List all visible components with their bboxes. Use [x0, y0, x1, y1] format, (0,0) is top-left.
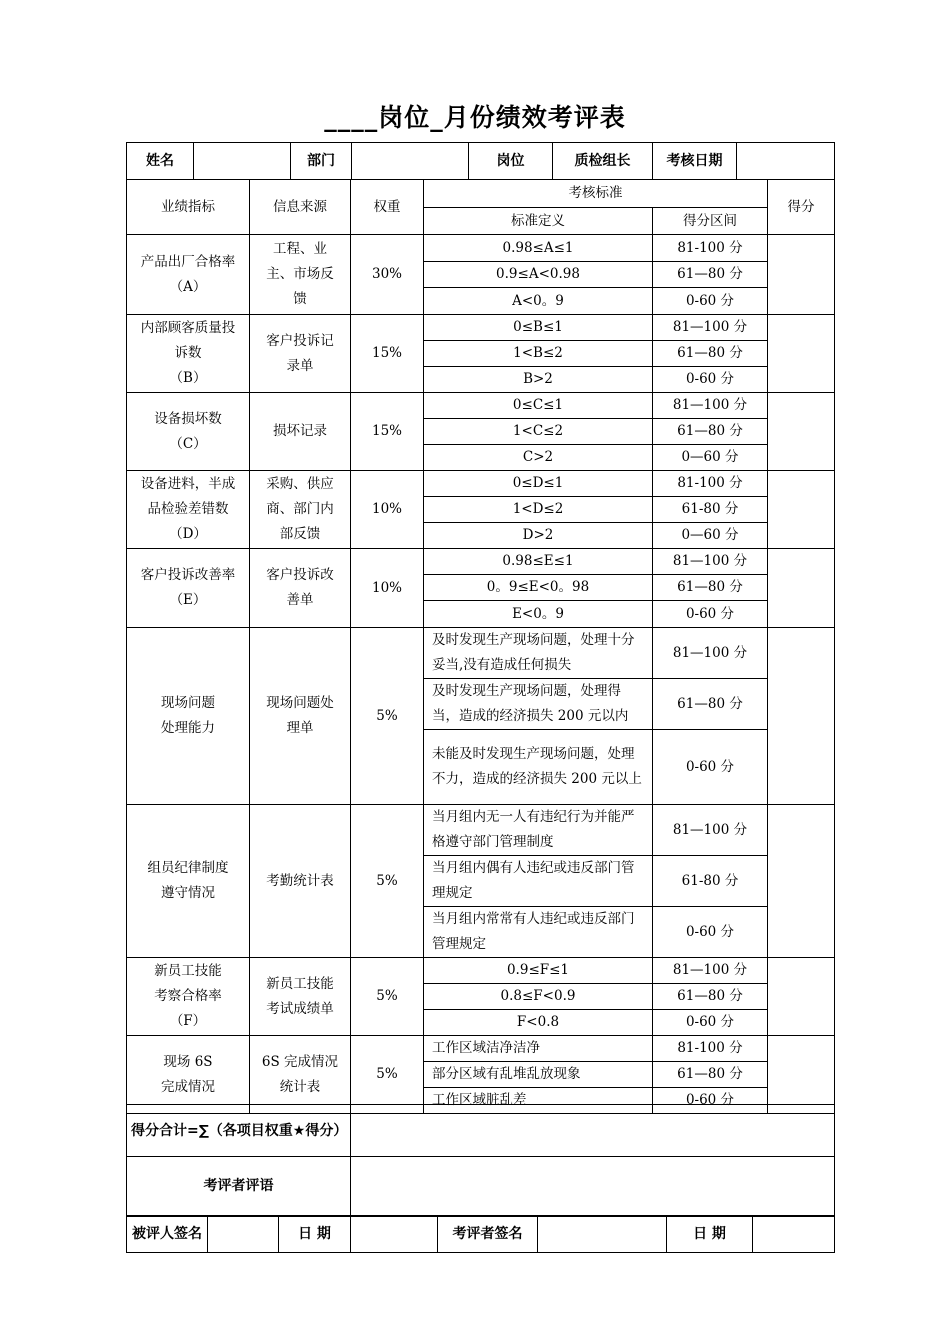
range-cell: 0—60 分	[653, 523, 768, 549]
indicator-cell: 现场问题 处理能力	[127, 628, 250, 805]
definition-cell: D>2	[424, 523, 653, 549]
range-cell: 0-60 分	[653, 1088, 768, 1114]
indicator-cell: 设备进料，半成 品检验差错数 （D）	[127, 471, 250, 549]
definition-cell: 1<B≤2	[424, 341, 653, 367]
score-field[interactable]	[768, 393, 835, 471]
definition-cell: 当月组内常常有人违纪或违反部门管理规定	[424, 907, 653, 958]
range-cell: 0-60 分	[653, 907, 768, 958]
indicator-cell: 组员纪律制度 遵守情况	[127, 805, 250, 958]
indicator-cell: 内部顾客质量投 诉数 （B）	[127, 315, 250, 393]
definition-cell: 0.98≤A≤1	[424, 235, 653, 262]
header-definition: 标准定义	[424, 208, 653, 235]
weight-cell: 15%	[351, 393, 424, 471]
definition-cell: B>2	[424, 367, 653, 393]
source-cell: 客户投诉改 善单	[250, 549, 351, 628]
range-cell: 81-100 分	[653, 235, 768, 262]
header-criteria: 考核标准	[424, 180, 768, 208]
summary-table	[126, 1104, 835, 1217]
indicator-cell: 新员工技能 考察合格率 （F）	[127, 958, 250, 1036]
range-cell: 61—80 分	[653, 984, 768, 1010]
definition-cell: 1<D≤2	[424, 497, 653, 523]
criteria-row	[127, 1036, 835, 1062]
definition-cell: 0。9≤E<0。98	[424, 575, 653, 601]
definition-cell: 当月组内偶有人违纪或违反部门管理规定	[424, 856, 653, 907]
source-cell: 客户投诉记 录单	[250, 315, 351, 393]
name-label: 姓名	[127, 143, 194, 180]
indicator-cell: 客户投诉改善率 （E）	[127, 549, 250, 628]
weight-cell: 5%	[351, 805, 424, 958]
signature-table	[126, 1215, 835, 1253]
range-cell: 81—100 分	[653, 628, 768, 679]
definition-cell: 0.9≤F≤1	[424, 958, 653, 984]
range-cell: 61—80 分	[653, 575, 768, 601]
weight-cell: 30%	[351, 235, 424, 315]
definition-cell: 0.98≤E≤1	[424, 549, 653, 575]
header-score: 得分	[768, 180, 835, 235]
weight-cell: 10%	[351, 471, 424, 549]
range-cell: 61—80 分	[653, 419, 768, 445]
form-title: ____岗位_月份绩效考评表	[324, 103, 626, 132]
criteria-row	[127, 628, 835, 679]
criteria-row	[127, 958, 835, 984]
info-table	[126, 142, 835, 180]
evaluator-signature-label: 考评者签名	[438, 1216, 538, 1253]
dept-field[interactable]	[352, 143, 469, 180]
total-score-field[interactable]	[351, 1105, 835, 1157]
criteria-row	[127, 805, 835, 856]
weight-cell: 15%	[351, 315, 424, 393]
definition-cell: 0.8≤F<0.9	[424, 984, 653, 1010]
range-cell: 61—80 分	[653, 262, 768, 288]
assessment-body	[127, 180, 835, 1114]
date-label: 考核日期	[653, 143, 737, 180]
source-cell: 新员工技能 考试成绩单	[250, 958, 351, 1036]
criteria-row	[127, 549, 835, 575]
source-cell: 工程、业 主、市场反 馈	[250, 235, 351, 315]
definition-cell: 部分区域有乱堆乱放现象	[424, 1062, 653, 1088]
weight-cell: 5%	[351, 958, 424, 1036]
range-cell: 0-60 分	[653, 367, 768, 393]
criteria-row	[127, 315, 835, 341]
range-cell: 61—80 分	[653, 1062, 768, 1088]
definition-cell: 及时发现生产现场问题，处理十分妥当,没有造成任何损失	[424, 628, 653, 679]
source-cell: 考勤统计表	[250, 805, 351, 958]
range-cell: 81—100 分	[653, 805, 768, 856]
definition-cell: 未能及时发现生产现场问题，处理不力，造成的经济损失 200 元以上	[424, 730, 653, 805]
definition-cell: 1<C≤2	[424, 419, 653, 445]
comment-label: 考评者评语	[127, 1157, 351, 1217]
definition-cell: 工作区域脏乱差	[424, 1088, 653, 1114]
dept-label: 部门	[291, 143, 352, 180]
source-cell: 采购、供应 商、部门内 部反馈	[250, 471, 351, 549]
header-range: 得分区间	[653, 208, 768, 235]
score-field[interactable]	[768, 549, 835, 628]
date-label-1: 日 期	[279, 1216, 351, 1253]
score-field[interactable]	[768, 958, 835, 1036]
score-field[interactable]	[768, 315, 835, 393]
evaluatee-signature-field[interactable]	[208, 1216, 279, 1253]
range-cell: 61—80 分	[653, 341, 768, 367]
date-field[interactable]	[737, 143, 835, 180]
comment-field[interactable]	[351, 1157, 835, 1217]
definition-cell: C>2	[424, 445, 653, 471]
range-cell: 61-80 分	[653, 856, 768, 907]
criteria-row	[127, 393, 835, 419]
range-cell: 81—100 分	[653, 315, 768, 341]
range-cell: 81—100 分	[653, 958, 768, 984]
range-cell: 0-60 分	[653, 1010, 768, 1036]
evaluator-signature-field[interactable]	[538, 1216, 667, 1253]
definition-cell: 0≤C≤1	[424, 393, 653, 419]
score-field[interactable]	[768, 805, 835, 958]
weight-cell: 10%	[351, 549, 424, 628]
range-cell: 0—60 分	[653, 445, 768, 471]
score-field[interactable]	[768, 628, 835, 805]
date-field-1[interactable]	[351, 1216, 438, 1253]
criteria-row	[127, 235, 835, 262]
indicator-cell: 产品出厂合格率 （A）	[127, 235, 250, 315]
weight-cell: 5%	[351, 1036, 424, 1114]
evaluatee-signature-label: 被评人签名	[127, 1216, 208, 1253]
definition-cell: 0.9≤A<0.98	[424, 262, 653, 288]
range-cell: 61-80 分	[653, 497, 768, 523]
header-weight: 权重	[351, 180, 424, 235]
indicator-cell: 设备损坏数 （C）	[127, 393, 250, 471]
assessment-table	[126, 179, 835, 1114]
range-cell: 81-100 分	[653, 1036, 768, 1062]
header-indicator: 业绩指标	[127, 180, 250, 235]
indicator-cell: 现场 6S 完成情况	[127, 1036, 250, 1114]
definition-cell: 当月组内无一人有违纪行为并能严格遵守部门管理制度	[424, 805, 653, 856]
range-cell: 81-100 分	[653, 471, 768, 497]
source-cell: 现场问题处 理单	[250, 628, 351, 805]
name-field[interactable]	[194, 143, 291, 180]
score-field[interactable]	[768, 235, 835, 315]
range-cell: 0-60 分	[653, 288, 768, 315]
post-label: 岗位	[469, 143, 553, 180]
range-cell: 0-60 分	[653, 730, 768, 805]
range-cell: 81—100 分	[653, 393, 768, 419]
header-source: 信息来源	[250, 180, 351, 235]
range-cell: 81—100 分	[653, 549, 768, 575]
definition-cell: 及时发现生产现场问题，处理得当，造成的经济损失 200 元以内	[424, 679, 653, 730]
score-field[interactable]	[768, 1036, 835, 1114]
weight-cell: 5%	[351, 628, 424, 805]
definition-cell: F<0.8	[424, 1010, 653, 1036]
date-label-2: 日 期	[667, 1216, 753, 1253]
definition-cell: E<0。9	[424, 601, 653, 628]
range-cell: 61—80 分	[653, 679, 768, 730]
post-value: 质检组长	[553, 143, 653, 180]
source-cell: 6S 完成情况 统计表	[250, 1036, 351, 1114]
source-cell: 损坏记录	[250, 393, 351, 471]
total-score-label: 得分合计=∑（各项目权重★得分）	[127, 1105, 351, 1157]
date-field-2[interactable]	[753, 1216, 835, 1253]
range-cell: 0-60 分	[653, 601, 768, 628]
definition-cell: 工作区域洁净洁净	[424, 1036, 653, 1062]
definition-cell: 0≤D≤1	[424, 471, 653, 497]
score-field[interactable]	[768, 471, 835, 549]
definition-cell: A<0。9	[424, 288, 653, 315]
criteria-row	[127, 471, 835, 497]
definition-cell: 0≤B≤1	[424, 315, 653, 341]
